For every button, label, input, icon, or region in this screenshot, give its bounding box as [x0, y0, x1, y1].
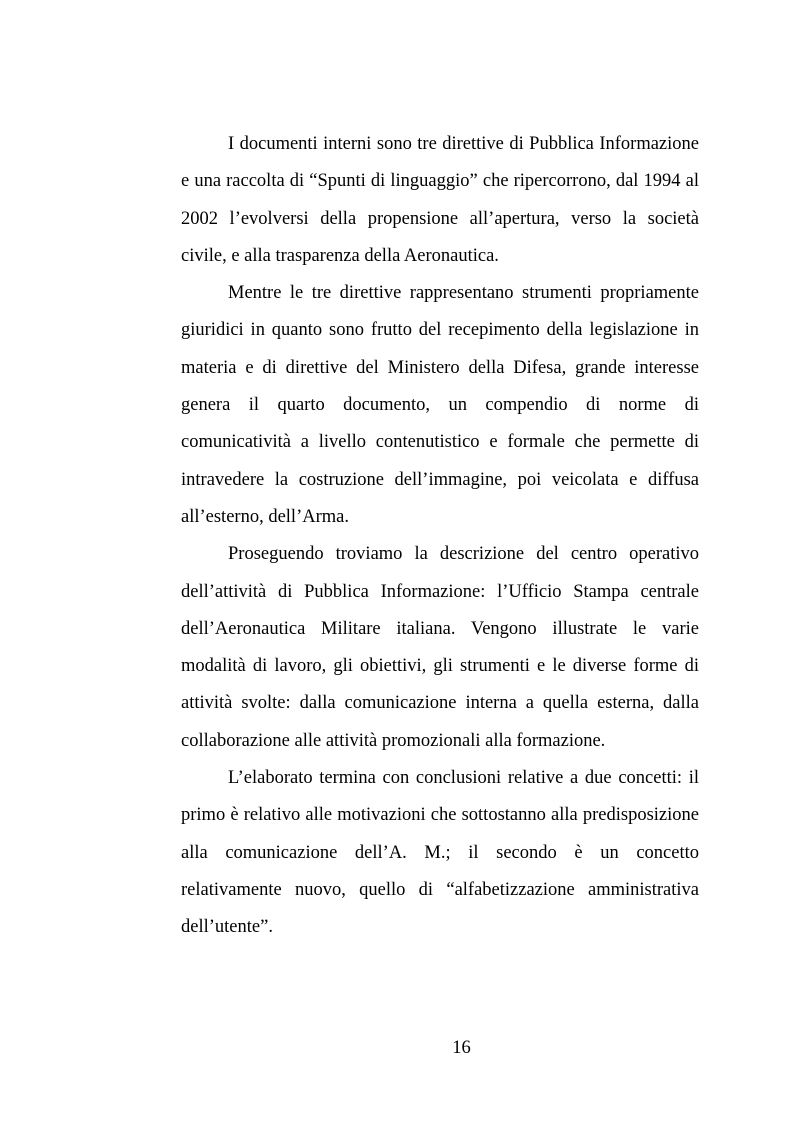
body-text — [181, 126, 699, 947]
paragraph-3: Proseguendo troviamo la descrizione del centro operativo dell’attività di Pubblica Informazione: l’Ufficio Stampa centrale dell’Aeronautica Militare italiana. Vengono illustrate le varie modalità di lavoro, gli obiettivi, gli strumenti e le diverse forme di attività svolte: dalla comunicazione interna a quella esterna, dalla collaborazione alle attività promozionali alla formazione. — [181, 544, 699, 751]
page-number: 16 — [452, 1038, 471, 1058]
paragraph-1: I documenti interni sono tre direttive di Pubblica Informazione e una raccolta di “Spunti di linguaggio” che ripercorrono, dal 1994 al 2002 l’evolversi della propensione all’apertura, verso la società civile, e alla trasparenza della Aeronautica. — [181, 134, 699, 266]
paragraph-2: Mentre le tre direttive rappresentano strumenti propriamente giuridici in quanto sono frutto del recepimento della legislazione in materia e di direttive del Ministero della Difesa, grande interesse genera il quarto documento, un compendio di norme di comunicatività a livello contenutistico e formale che permette di intravedere la costruzione dell’immagine, poi veicolata e diffusa all’esterno, dell’Arma. — [181, 283, 699, 527]
paragraph-4: L’elaborato termina con conclusioni relative a due concetti: il primo è relativo alle motivazioni che sottostanno alla predisposizione alla comunicazione dell’A. M.; il secondo è un concetto relativamente nuovo, quello di “alfabetizzazione amministrativa dell’utente”. — [181, 768, 699, 938]
